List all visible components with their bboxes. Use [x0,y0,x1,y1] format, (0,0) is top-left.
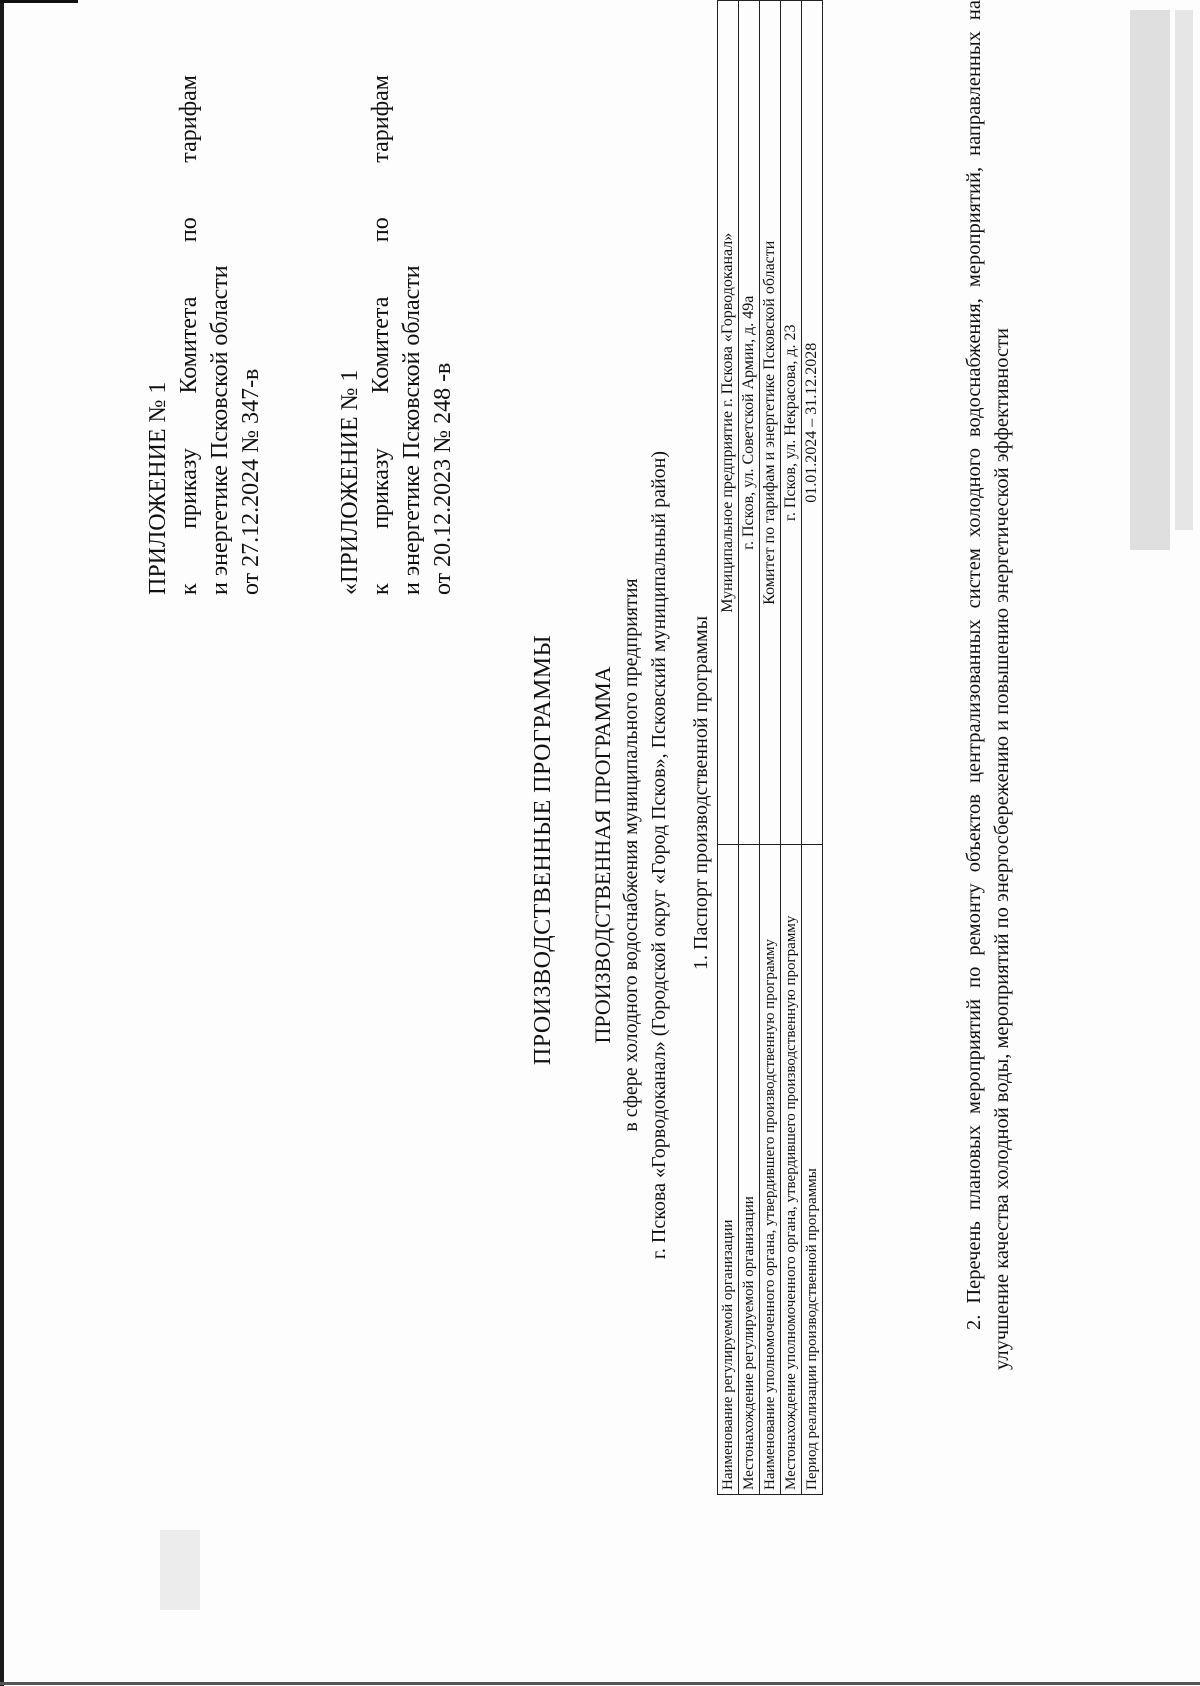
appendix-previous-line1 [366,75,397,595]
appendix-word: к [368,583,394,595]
appendix-current [143,75,267,595]
passport-value: г. Псков, ул. Некрасова, д. 23 [781,1,802,845]
scan-noise [1175,10,1193,530]
appendix-current-line1 [174,75,205,595]
table-row [781,1,802,1495]
table-row [718,1,739,1495]
table-row [802,1,823,1495]
appendix-word: тарифам [368,75,394,163]
table-row [739,1,760,1495]
appendix-current-line3: от 27.12.2024 № 347-в [238,368,264,595]
appendix-word: приказу [368,448,394,529]
appendix-previous-line3: от 20.12.2023 № 248 -в [430,362,456,595]
program-subtitle-line2: г. Пскова «Горводоканал» (Городской округ «Город Псков», Псковский муниципальный район) [648,450,670,1260]
passport-label: Наименование уполномоченного органа, утвердившего производственную программу [760,845,781,1495]
scan-noise [1130,10,1170,550]
passport-heading: 1. Паспорт производственной программы [690,615,712,970]
passport-label: Период реализации производственной программы [802,845,823,1495]
passport-label: Наименование регулируемой организации [718,845,739,1495]
appendix-word: тарифам [176,75,202,163]
appendix-previous-title: «ПРИЛОЖЕНИЕ № 1 [337,369,363,595]
document-heading: ПРОИЗВОДСТВЕННЫЕ ПРОГРАММЫ [530,634,556,1066]
appendix-previous-line2: и энергетике Псковской области [399,265,425,595]
appendix-previous [335,75,459,595]
appendix-current-title: ПРИЛОЖЕНИЕ № 1 [145,381,171,595]
passport-label: Местонахождение уполномоченного органа, утвердившего производственную программу [781,845,802,1495]
scan-bottom-edge [0,1682,1200,1685]
passport-value: Муниципальное предприятие г. Пскова «Горводоканал» [718,1,739,845]
passport-label: Местонахождение регулируемой организации [739,845,760,1495]
appendix-word: приказу [176,448,202,529]
appendix-word: к [176,583,202,595]
section2-paragraph: 2. Перечень плановых мероприятий по ремонту объектов централизованных систем холодного водоснабжения, мероприятий, направленных на улучшение качества холодной воды, мероприятий по энергосбережению и повышению энергетической эффективности [963,0,1013,1370]
appendix-word: Комитета [368,296,394,394]
passport-table [717,0,823,1495]
appendix-word: Комитета [176,296,202,394]
passport-value: 01.01.2024 – 31.12.2028 [802,1,823,845]
passport-value: г. Псков, ул. Советской Армии, д. 49а [739,1,760,845]
table-row [760,1,781,1495]
passport-value: Комитет по тарифам и энергетике Псковской области [760,1,781,845]
program-title: ПРОИЗВОДСТВЕННАЯ ПРОГРАММА [590,666,615,1044]
program-subtitle-line1: в сфере холодного водоснабжения муниципального предприятия [620,578,642,1132]
appendix-word: по [368,217,394,243]
appendix-word: по [176,217,202,243]
appendix-current-line2: и энергетике Псковской области [207,265,233,595]
